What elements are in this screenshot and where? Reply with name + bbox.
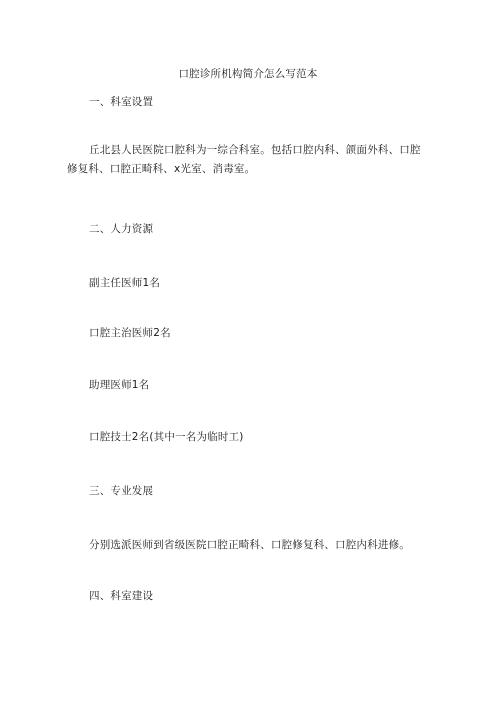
staff-item: 口腔主治医师2名 [89,327,171,339]
staff-item: 口腔技士2名(其中一名为临时工) [89,431,244,443]
section-heading-dept-construction: 四、科室建设 [89,590,154,602]
development-paragraph: 分别选派医师到省级医院口腔正畸科、口腔修复科、口腔内科进修。 [89,539,410,551]
section-heading-dept-setup: 一、科室设置 [89,96,154,108]
document-title: 口腔诊所机构简介怎么写范本 [178,68,318,80]
staff-item: 副主任医师1名 [89,277,161,289]
section-heading-human-resources: 二、人力资源 [89,223,154,235]
dept-setup-paragraph: 丘北县人民医院口腔科为一综合科室。包括口腔内科、颌面外科、口腔修复科、口腔正畸科、x光室、消毒室。 [67,144,421,175]
section-heading-professional-development: 三、专业发展 [89,485,154,497]
staff-item: 助理医师1名 [89,379,150,391]
